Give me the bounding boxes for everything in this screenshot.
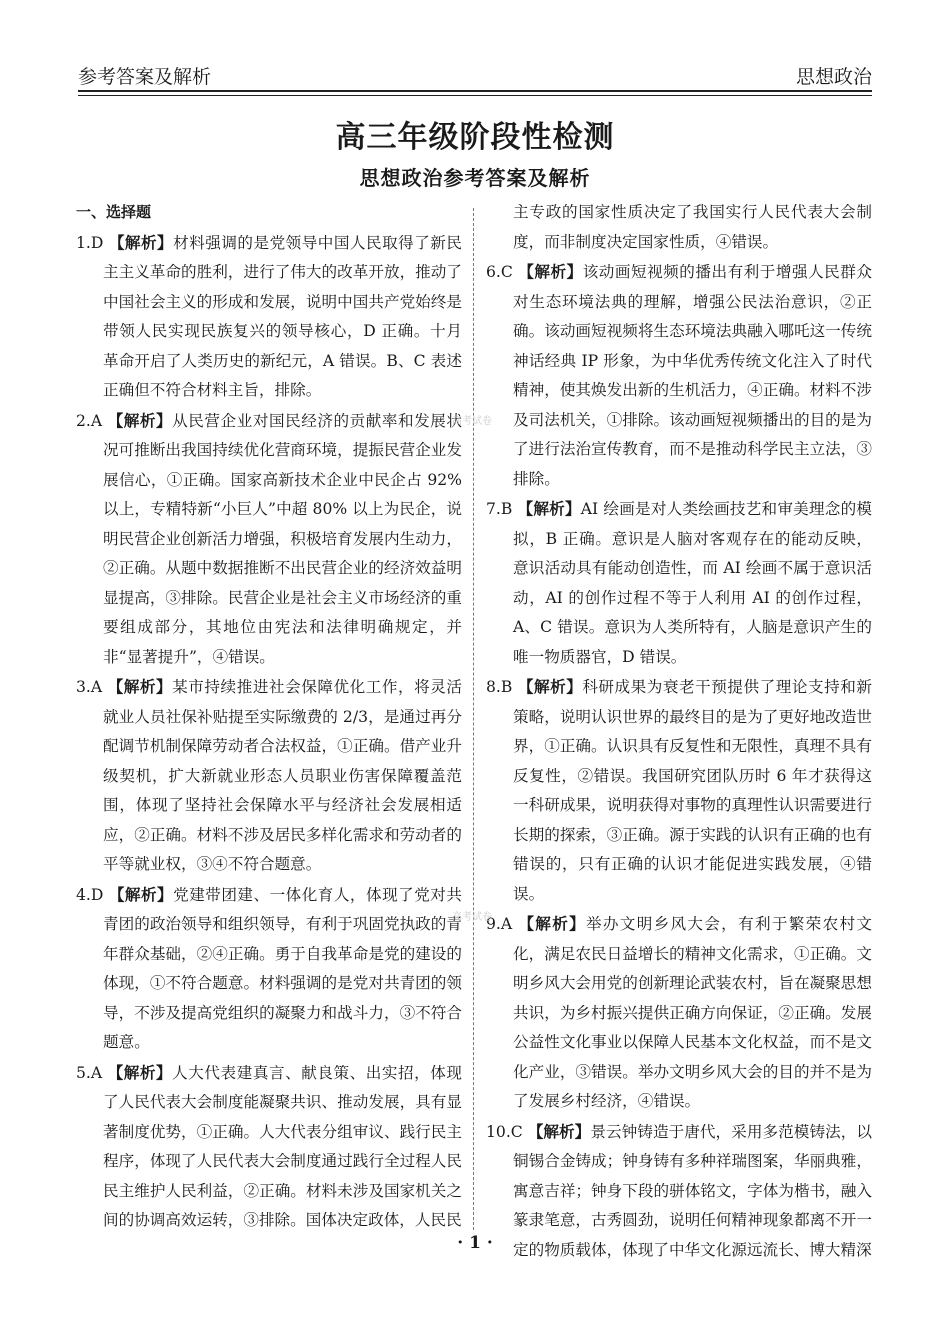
answer-number: 3.A — [76, 678, 103, 696]
analysis-text: 材料强调的是党领导中国人民取得了新民主主义革命的胜利，进行了伟大的改革开放，推动了中国社会主义的形成和发展，说明中国共产党始终是带领人民实现民族复兴的领导核心，D 正确。十月革命开启了人类历史的新纪元，A 错误。B、C 表述正确但不符合材料主旨，排除。 — [103, 233, 462, 399]
analysis-text: 该动画短视频的播出有利于增强人民群众对生态环境法典的理解，增强公民法治意识，②正确。该动画短视频将生态环境法典融入哪吒这一传统神话经典 IP 形象，为中华优秀传统文化注入了时代精神，使其焕发出新的生机活力，④正确。材料不涉及司法机关，①排除。该动画短视频播出的目的是为了进行法治宣传教育，而不是推动科学民主立法，③排除。 — [513, 263, 872, 488]
answer-item — [76, 672, 462, 880]
analysis-label: 【解析】 — [517, 677, 583, 696]
answer-item — [76, 228, 462, 406]
analysis-text: 从民营企业对国民经济的贡献率和发展状况可推断出我国持续优化营商环境，提振民营企业发展信心，①正确。国家高新技术企业中民企占 92% 以上，专精特新“小巨人”中超 80% 以上为民企，说明民营企业创新活力增强，积极培育发展内生动力，②正确。从题中数据推断不出民营企业的经济效益明显提高，③排除。民营企业是社会主义市场经济的重要组成部分，其地位由宪法和法律明确规定，并非“显著提升”，④错误。 — [103, 411, 462, 666]
analysis-label: 【解析】 — [107, 677, 173, 696]
analysis-label: 【解析】 — [108, 884, 174, 904]
watermark: 高考试卷 — [452, 912, 492, 923]
analysis-label: 【解析】 — [517, 499, 581, 518]
answer-item — [76, 880, 462, 1058]
answer-number: 10.C — [486, 1122, 523, 1141]
continued-text: 主专政的国家性质决定了我国实行人民代表大会制度，而非制度决定国家性质，④错误。 — [513, 203, 872, 251]
analysis-text: 景云钟铸造于唐代，采用多范模铸法，以铜锡合金铸成；钟身铸有多种祥瑞图案，华丽典雅，寓意吉祥；钟身下段的骈体铭文，字体为楷书，融入篆隶笔意，古秀圆劲，说明任何精神现象都离不开一定的物质载体，体现了中华文化源远流长、博大精深 — [513, 1122, 872, 1259]
watermark: 高考试卷 — [452, 416, 492, 427]
analysis-label: 【解析】 — [518, 914, 586, 933]
analysis-text: 党建带团建、一体化育人，体现了党对共青团的政治领导和组织领导，有利于巩固党执政的青年群众基础，②④正确。勇于自我革命是党的建设的体现，①不符合题意。材料强调的是党对共青团的领导，不涉及提高党组织的凝聚力和战斗力，③不符合题意。 — [103, 885, 462, 1051]
analysis-label: 【解析】 — [108, 232, 174, 252]
answer-item — [76, 406, 462, 673]
analysis-label: 【解析】 — [107, 1062, 173, 1082]
header-rule — [78, 90, 872, 92]
analysis-text: 某市持续推进社会保障优化工作，将灵活就业人员社保补贴提至实际缴费的 2/3，是通过再分配调节机制保障劳动者合法权益，①正确。借产业升级契机，扩大新就业形态人员职业伤害保障覆盖范围，体现了坚持社会保障水平与经济社会发展相适应，②正确。材料不涉及居民多样化需求和劳动者的平等就业权，③④不符合题意。 — [103, 678, 462, 873]
answer-number: 7.B — [486, 500, 513, 518]
answer-item — [486, 672, 872, 909]
page-subtitle: 思想政治参考答案及解析 — [359, 166, 591, 190]
analysis-label: 【解析】 — [107, 410, 173, 430]
analysis-label: 【解析】 — [518, 262, 583, 281]
page-number: · 1 · — [457, 1233, 493, 1253]
header-rule-thin — [78, 95, 872, 96]
analysis-text: AI 绘画是对人类绘画技艺和审美理念的模拟，B 正确。意识是人脑对客观存在的能动反映，意识活动具有能动创造性，而 AI 绘画不属于意识活动，AI 的创作过程不等于人利用 AI 的创作过程，A、C 错误。意识为人类所特有，人脑是意识产生的唯一物质器官，D 错误。 — [513, 500, 872, 666]
answer-item — [486, 494, 872, 672]
section-heading: 一、选择题 — [76, 203, 152, 221]
analysis-text: 科研成果为衰老干预提供了理论支持和新策略，说明认识世界的最终目的是为了更好地改造世界，①正确。认识具有反复性和无限性，真理不具有反复性，②错误。我国研究团队历时 6 年才获得这一科研成果，说明获得对事物的真理性认识需要进行长期的探索，③正确。源于实践的认识有正确的也有错误的，只有正确的认识才能促进实践发展，④错误。 — [513, 678, 872, 903]
answer-item — [486, 257, 872, 494]
header-left-text: 参考答案及解析 — [78, 66, 212, 88]
answer-number: 4.D — [76, 885, 104, 904]
answer-number: 2.A — [76, 411, 103, 430]
page-header — [78, 58, 872, 90]
analysis-label: 【解析】 — [527, 1121, 591, 1141]
header-subject: 思想政治 — [795, 66, 872, 88]
answer-number: 9.A — [486, 915, 513, 933]
answer-number: 5.A — [76, 1063, 103, 1082]
right-column — [486, 198, 872, 1259]
page-title: 高三年级阶段性检测 — [335, 120, 615, 155]
left-column — [76, 198, 462, 1239]
answer-number: 6.C — [486, 263, 513, 281]
analysis-text: 人大代表建真言、献良策、出实招，体现了人民代表大会制度能凝聚共识、推动发展，具有显著制度优势，①正确。人大代表分组审议、践行民主程序，体现了人民代表大会制度通过践行全过程人民民主维护人民利益，②正确。材料未涉及国家机关之间的协调高效运转，③排除。国体决定政体，人民民 — [103, 1063, 462, 1229]
answer-number: 8.B — [486, 678, 513, 696]
answer-item — [486, 909, 872, 1117]
answer-number: 1.D — [76, 233, 104, 252]
analysis-text: 举办文明乡风大会，有利于繁荣农村文化，满足农民日益增长的精神文化需求，①正确。文明乡风大会用党的创新理论武装农村，旨在凝聚思想共识，为乡村振兴提供正确方向保证，②正确。发展公益性文化事业以保障人民基本文化权益，而不是文化产业，③错误。举办文明乡风大会的目的并不是为了发展乡村经济，④错误。 — [513, 915, 872, 1110]
answer-item — [76, 1058, 462, 1236]
column-divider — [473, 208, 474, 1230]
